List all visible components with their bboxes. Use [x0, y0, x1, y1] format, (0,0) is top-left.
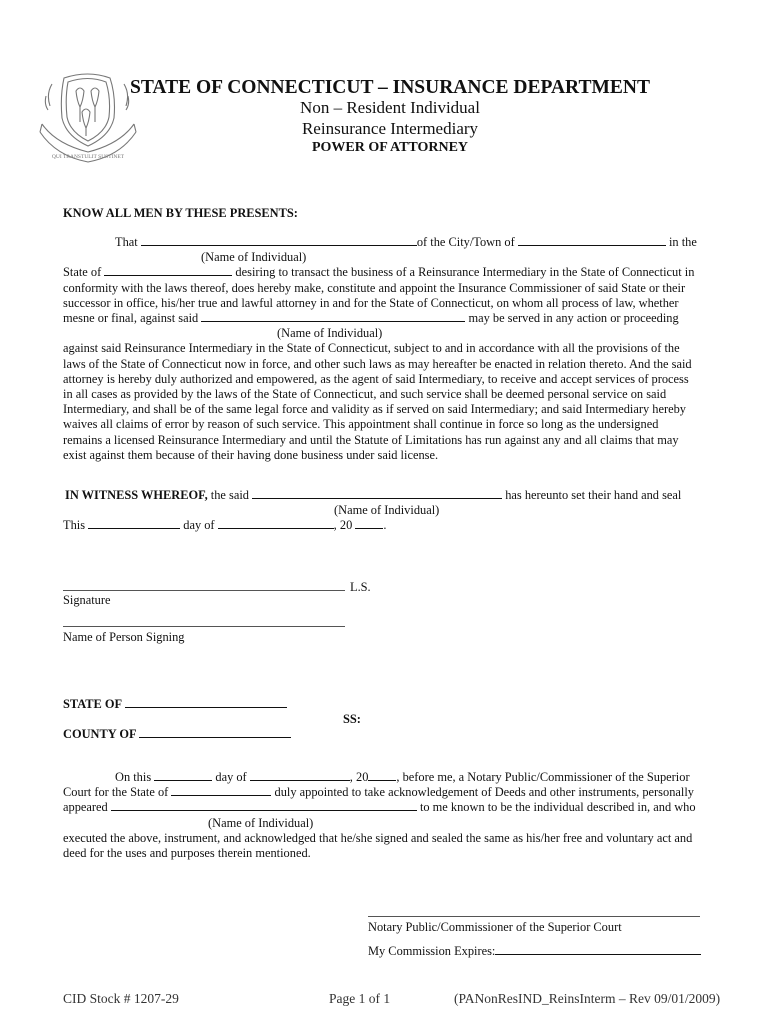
- name-of-person-signing-label: Name of Person Signing: [63, 630, 185, 644]
- commission-expires-field[interactable]: [495, 944, 701, 955]
- footer-page-number: Page 1 of 1: [329, 991, 391, 1006]
- state-field[interactable]: [104, 265, 232, 276]
- footer-stock-number: CID Stock # 1207-29: [63, 991, 179, 1006]
- caption-name-1: (Name of Individual): [201, 250, 307, 265]
- page-title: STATE OF CONNECTICUT – INSURANCE DEPARTMENT: [130, 77, 650, 98]
- body-line: attorney is hereby duly authorized and empowered, as the agent of said Intermediary, to receive and accept services of process: [63, 371, 689, 386]
- notary-line-5: deed for the uses and purposes therein mentioned.: [63, 846, 311, 861]
- notary-month-field[interactable]: [250, 770, 350, 781]
- body-line: Intermediary, and shall be of the same legal force and validity as if served on said Intermediary; and said Intermediary hereby: [63, 402, 686, 417]
- subtitle-nonresident: Non – Resident Individual: [300, 98, 480, 117]
- body-line: exist against them because of their having done business under said license.: [63, 447, 439, 462]
- notary-state-field[interactable]: [171, 785, 271, 796]
- witness-name-field[interactable]: [252, 488, 502, 499]
- intro-heading: KNOW ALL MEN BY THESE PRESENTS:: [63, 206, 298, 220]
- witness-date-line: This day of , 20 .: [63, 518, 387, 532]
- witness-day-field[interactable]: [88, 518, 180, 529]
- ls-label: L.S.: [350, 580, 371, 594]
- seal-motto: QUI TRANSTULIT SUSTINET: [51, 154, 125, 160]
- subtitle-power-of-attorney: POWER OF ATTORNEY: [311, 140, 469, 155]
- venue-county: COUNTY OF: [63, 727, 291, 742]
- witness-line: IN WITNESS WHEREOF, the said has hereunto set their hand and seal: [65, 488, 682, 502]
- signature-line[interactable]: [63, 590, 345, 591]
- notary-paragraph: [63, 770, 708, 861]
- body-line: laws of the State of Connecticut now in force, and other such laws as may hereafter be enacted in relation thereto. And the said: [63, 356, 692, 371]
- line-state: State of desiring to transact the business of a Reinsurance Intermediary in the State of Connecticut in: [63, 265, 695, 280]
- signature-label: Signature: [63, 593, 111, 607]
- body-line: against said Reinsurance Intermediary in the State of Connecticut, subject to and in accordance with all the provisions of the: [63, 341, 680, 356]
- notary-signature-label: Notary Public/Commissioner of the Superior Court: [368, 920, 622, 934]
- subtitle-intermediary: Reinsurance Intermediary: [301, 119, 479, 138]
- city-town-field[interactable]: [518, 235, 666, 246]
- appointment-paragraph: [63, 235, 708, 463]
- body-line: in all cases as provided by the laws of the State of Connecticut, and such service shall be deemed personal service on said: [63, 387, 667, 402]
- witness-year-field[interactable]: [355, 518, 383, 529]
- notary-day-field[interactable]: [154, 770, 212, 781]
- against-said-name-field[interactable]: [201, 311, 465, 322]
- body-line: waives all claims of error by reason of such service. This appointment shall continue in force so long as the undersigned: [63, 417, 659, 432]
- notary-signature-line[interactable]: [368, 916, 700, 917]
- name-of-individual-field[interactable]: [141, 235, 417, 246]
- body-line: successor in office, his/her true and lawful attorney in and for the State of Connecticut, on whom all process of law, whether: [63, 295, 679, 310]
- notary-line-4: executed the above, instrument, and acknowledged that he/she signed and sealed the same as his/her free and voluntary act and: [63, 830, 693, 845]
- venue-county-field[interactable]: [139, 727, 291, 738]
- line-mesne: mesne or final, against said may be served in any action or proceeding: [63, 311, 679, 326]
- line-that: That of the City/Town of in the: [115, 235, 697, 249]
- appeared-name-field[interactable]: [111, 800, 417, 811]
- notary-line-1: On this day of , 20 , before me, a Notary Public/Commissioner of the Superior: [115, 770, 690, 784]
- witness-caption: (Name of Individual): [334, 503, 440, 517]
- venue-state-field[interactable]: [125, 697, 287, 708]
- notary-caption: (Name of Individual): [208, 815, 314, 830]
- name-of-person-signing-line[interactable]: [63, 626, 345, 627]
- footer-revision: (PANonResIND_ReinsInterm – Rev 09/01/2009): [454, 991, 721, 1006]
- witness-month-field[interactable]: [218, 518, 334, 529]
- caption-name-2: (Name of Individual): [277, 326, 383, 341]
- notary-line-3: appeared to me known to be the individual described in, and who: [63, 800, 696, 815]
- venue-state: STATE OF: [63, 697, 287, 712]
- body-line: remains a licensed Reinsurance Intermediary and until the Statute of Limitations has run against any and all claims that may: [63, 432, 679, 447]
- commission-expires: My Commission Expires:: [368, 944, 701, 959]
- notary-line-2: Court for the State of duly appointed to take acknowledgement of Deeds and other instruments, personally: [63, 785, 694, 800]
- notary-year-field[interactable]: [368, 770, 396, 781]
- venue-ss: SS:: [343, 712, 361, 726]
- body-line: conformity with the laws thereof, does hereby make, constitute and appoint the Insurance Commissioner of said State or their: [63, 280, 686, 295]
